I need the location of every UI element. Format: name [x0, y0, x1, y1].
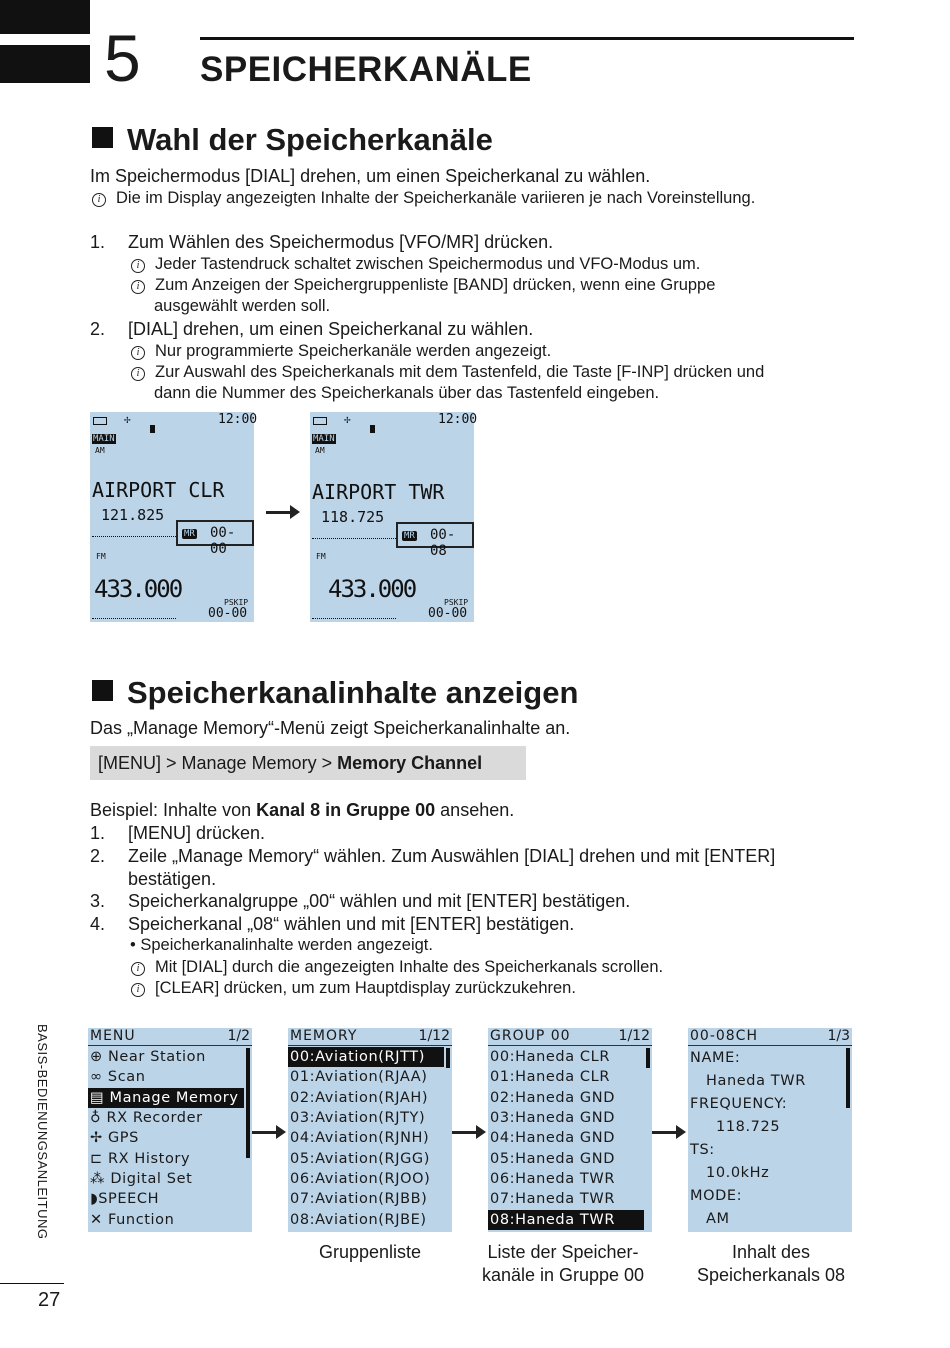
frequency-a: 118.725 [321, 508, 385, 526]
digital-icon: ⁂ [90, 1171, 106, 1187]
step-2 [0, 845, 900, 867]
screen-header [88, 1028, 252, 1046]
sidebar-text: BASIS-BEDIENUNGSANLEITUNG [35, 1024, 50, 1240]
list-item: 02:Haneda GND [490, 1090, 615, 1106]
field-value: Haneda TWR [706, 1073, 806, 1089]
section-heading-select [92, 122, 493, 158]
menu-item [88, 1067, 244, 1087]
list-item-selected: 00:Aviation(RJTT) [288, 1047, 444, 1067]
mode-b-label: FM [316, 552, 326, 561]
screen-title: 00-08CH [690, 1028, 758, 1044]
info-icon: i [131, 983, 145, 997]
menu-item-label: Function [107, 1212, 175, 1228]
list-item: 07:Haneda TWR [490, 1191, 616, 1207]
note-text: Zur Auswahl des Speicherkanals mit dem Tastenfeld, die Taste [F-INP] drücken und [155, 363, 765, 381]
dotted-divider [92, 618, 176, 619]
caption-line: Liste der Speicher- [487, 1242, 639, 1262]
caption-group-list: Gruppenliste [318, 1242, 422, 1262]
scrollbar [646, 1048, 650, 1068]
info-note-text: Die im Display angezeigten Inhalte der Speicherkanäle variieren je nach Voreinstellung. [116, 189, 756, 207]
channel-b-number: 00-00 [208, 606, 248, 621]
menu-item [88, 1169, 244, 1189]
section-square-icon [92, 680, 113, 701]
mode-label: AM [95, 446, 105, 455]
note-1 [131, 957, 663, 978]
chapter-number: 5 [104, 21, 141, 95]
info-icon: i [131, 280, 145, 294]
mode-label: AM [315, 446, 325, 455]
menu-item [88, 1128, 244, 1148]
dotted-divider [92, 536, 176, 537]
sidebar-manual-label [30, 1024, 52, 1274]
menu-item [88, 1189, 244, 1209]
screen-title: GROUP 00 [490, 1028, 571, 1044]
step-text: Zum Wählen des Speichermodus [VFO/MR] drücken. [128, 232, 554, 252]
step-1-note-2-cont: ausgewählt werden soll. [154, 297, 331, 315]
list-item: 04:Haneda GND [490, 1130, 615, 1146]
list-item: 05:Aviation(RJGG) [290, 1151, 431, 1167]
screen-header [488, 1028, 652, 1046]
list-item: 06:Haneda TWR [490, 1171, 616, 1187]
menu-item-selected [88, 1088, 244, 1108]
example-bold: Kanal 8 in Gruppe 00 [256, 800, 436, 820]
step-3 [0, 890, 900, 912]
list-item: 08:Aviation(RJBE) [290, 1212, 427, 1228]
scrollbar [246, 1048, 250, 1158]
section-heading-text: Wahl der Speicherkanäle [127, 122, 493, 157]
field-label: FREQUENCY: [690, 1096, 788, 1112]
menu-item-label: Scan [107, 1069, 146, 1085]
step-4 [0, 913, 900, 935]
band-main-label: MAIN [313, 434, 335, 444]
history-icon: ⊏ [90, 1151, 103, 1167]
list-item-selected: 08:Haneda TWR [488, 1210, 644, 1230]
screen-page: 1/2 [227, 1028, 250, 1044]
page-number: 27 [38, 1289, 61, 1311]
memory-icon: ▤ [90, 1090, 105, 1106]
step-number: 3. [90, 891, 106, 911]
section-heading-show [92, 675, 578, 711]
step-2-note-2 [131, 362, 764, 383]
list-item: 04:Aviation(RJNH) [290, 1130, 430, 1146]
intro-text: Das „Manage Memory“-Menü zeigt Speicherkanalinhalte an. [90, 718, 571, 738]
field-label: NAME: [690, 1050, 741, 1066]
field-value: 10.0kHz [706, 1165, 770, 1181]
channel-name: AIRPORT TWR [312, 480, 445, 504]
screen-page: 1/12 [418, 1028, 450, 1044]
info-icon: i [131, 346, 145, 360]
scrollbar [446, 1048, 450, 1068]
lock-icon [370, 425, 375, 433]
field-label: TS: [690, 1142, 715, 1158]
screen-title: MENU [90, 1028, 136, 1044]
mode-b-label: FM [96, 552, 106, 561]
menu-screen [88, 1028, 252, 1232]
menu-item-label: GPS [107, 1130, 139, 1146]
battery-icon [313, 417, 327, 425]
channel-number: 00-00 [210, 525, 236, 557]
memory-screen [288, 1028, 452, 1232]
pskip-label: PSKIP [444, 598, 469, 607]
group-screen [488, 1028, 652, 1232]
info-note [92, 188, 755, 209]
radio-display-1 [90, 412, 258, 622]
arrow-right-icon [452, 1131, 478, 1134]
list-item: 01:Haneda CLR [490, 1069, 611, 1085]
tools-icon: ✕ [90, 1212, 103, 1228]
list-item: 06:Aviation(RJOO) [290, 1171, 431, 1187]
menu-item-label: RX Recorder [106, 1110, 203, 1126]
menu-item-label: Manage Memory [109, 1090, 239, 1106]
list-item: 02:Aviation(RJAH) [290, 1090, 429, 1106]
screen-page: 1/12 [618, 1028, 650, 1044]
chapter-rule [200, 37, 854, 40]
section-square-icon [92, 127, 113, 148]
page-number-rule [0, 1283, 64, 1284]
battery-icon [93, 417, 107, 425]
step-1-note-2 [131, 275, 715, 296]
channel-number: 00-08 [430, 527, 456, 559]
note-text: Zum Anzeigen der Speichergruppenliste [BAND] drücken, wenn eine Gruppe [155, 276, 716, 294]
example-pre: Beispiel: Inhalte von [90, 800, 257, 820]
step-1-note-1 [131, 254, 700, 275]
frequency-b: 433.000 [328, 575, 416, 603]
bullet-note: • Speicherkanalinhalte werden angezeigt. [130, 936, 433, 954]
step-text: Zeile „Manage Memory“ wählen. Zum Auswählen [DIAL] drehen und mit [ENTER] [128, 846, 776, 866]
list-item: 07:Aviation(RJBB) [290, 1191, 428, 1207]
chapter-tab-bar-bottom [0, 45, 90, 83]
screen-title: MEMORY [290, 1028, 358, 1044]
step-text: Speicherkanalgruppe „00“ wählen und mit [ENTER] bestätigen. [128, 891, 631, 911]
band-main-label: MAIN [93, 434, 115, 444]
screen-header [688, 1028, 852, 1046]
frequency-a: 121.825 [101, 506, 165, 524]
note-text: [CLEAR] drücken, um zum Hauptdisplay zurückzukehren. [155, 979, 576, 997]
menu-item [88, 1047, 244, 1067]
gps-icon: ✢ [90, 1130, 103, 1146]
menu-item [88, 1108, 244, 1128]
menu-item-label: Near Station [107, 1049, 206, 1065]
info-icon: i [92, 193, 106, 207]
list-item: 03:Haneda GND [490, 1110, 615, 1126]
channel-name: AIRPORT CLR [92, 478, 225, 502]
arrow-right-icon [652, 1131, 678, 1134]
step-text: [DIAL] drehen, um einen Speicherkanal zu wählen. [128, 319, 534, 339]
channel-screen [688, 1028, 852, 1232]
chapter-title: SPEICHERKANÄLE [200, 50, 532, 89]
menu-item [88, 1210, 244, 1230]
step-2-note-1 [131, 341, 551, 362]
info-icon: i [131, 962, 145, 976]
caption-channel-list [468, 1241, 658, 1287]
menu-path-box [90, 746, 526, 780]
step-number: 2. [90, 319, 106, 339]
near-station-icon: ⊕ [90, 1049, 103, 1065]
menu-item-label: RX History [107, 1151, 191, 1167]
step-2 [0, 318, 900, 340]
frequency-b: 433.000 [94, 575, 182, 603]
step-1 [0, 822, 900, 844]
arrow-right-icon [252, 1131, 278, 1134]
menu-item-label: Digital Set [110, 1171, 193, 1187]
step-number: 4. [90, 914, 106, 934]
info-icon: i [131, 259, 145, 273]
chapter-tab-bar-top [0, 0, 90, 34]
list-item: 05:Haneda GND [490, 1151, 615, 1167]
step-number: 1. [90, 232, 106, 252]
field-value: 118.725 [716, 1119, 781, 1135]
list-item: 01:Aviation(RJAA) [290, 1069, 428, 1085]
pskip-label: PSKIP [224, 598, 249, 607]
list-item: 03:Aviation(RJTY) [290, 1110, 426, 1126]
scrollbar [846, 1048, 850, 1108]
step-text: [MENU] drücken. [128, 823, 266, 843]
step-text: Speicherkanal „08“ wählen und mit [ENTER] bestätigen. [128, 914, 575, 934]
menu-path-target: Memory Channel [337, 753, 483, 773]
caption-line: Inhalt des [731, 1242, 811, 1262]
speech-icon: ◗ [90, 1191, 99, 1207]
note-text: Jeder Tastendruck schaltet zwischen Speichermodus und VFO-Modus um. [155, 255, 701, 273]
caption-channel-content [676, 1241, 866, 1287]
highlight-channel-box [396, 522, 474, 559]
note-text: Mit [DIAL] durch die angezeigten Inhalte des Speicherkanals scrollen. [155, 958, 664, 976]
step-2-cont: bestätigen. [128, 869, 217, 889]
dotted-divider [312, 538, 396, 539]
mr-badge: MR [184, 529, 195, 539]
clock-time: 12:00 [218, 412, 258, 427]
highlight-channel-box [176, 520, 254, 557]
channel-b-number: 00-00 [428, 606, 468, 621]
binoculars-icon: ∞ [90, 1069, 103, 1085]
screen-page: 1/3 [827, 1028, 850, 1044]
caption-line: kanäle in Gruppe 00 [481, 1265, 645, 1285]
radio-display-2 [310, 412, 478, 622]
menu-item [88, 1149, 244, 1169]
field-label: MODE: [690, 1188, 743, 1204]
step-number: 2. [90, 846, 106, 866]
signal-icon: ✢ [344, 413, 351, 426]
list-item: 00:Haneda CLR [490, 1049, 611, 1065]
lock-icon [150, 425, 155, 433]
step-number: 1. [90, 823, 106, 843]
microphone-icon: ♁ [90, 1110, 102, 1126]
example-line [90, 799, 514, 821]
mr-badge: MR [404, 531, 415, 541]
example-post: ansehen. [435, 800, 515, 820]
intro-text: Im Speichermodus [DIAL] drehen, um einen Speicherkanal zu wählen. [90, 166, 651, 186]
note-2 [131, 978, 576, 999]
menu-path: [MENU] > Manage Memory > [98, 753, 338, 773]
section-heading-text: Speicherkanalinhalte anzeigen [127, 675, 579, 710]
step-2-note-2-cont: dann die Nummer des Speicherkanals über das Tastenfeld eingeben. [154, 384, 660, 402]
arrow-right-icon [266, 511, 292, 514]
field-value: AM [706, 1211, 730, 1227]
note-text: Nur programmierte Speicherkanäle werden angezeigt. [155, 342, 552, 360]
screen-header [288, 1028, 452, 1046]
caption-line: Speicherkanals 08 [696, 1265, 846, 1285]
step-1 [0, 231, 900, 253]
signal-icon: ✢ [124, 413, 131, 426]
menu-item-label: SPEECH [98, 1191, 160, 1207]
clock-time: 12:00 [438, 412, 478, 427]
info-icon: i [131, 367, 145, 381]
dotted-divider [312, 618, 396, 619]
